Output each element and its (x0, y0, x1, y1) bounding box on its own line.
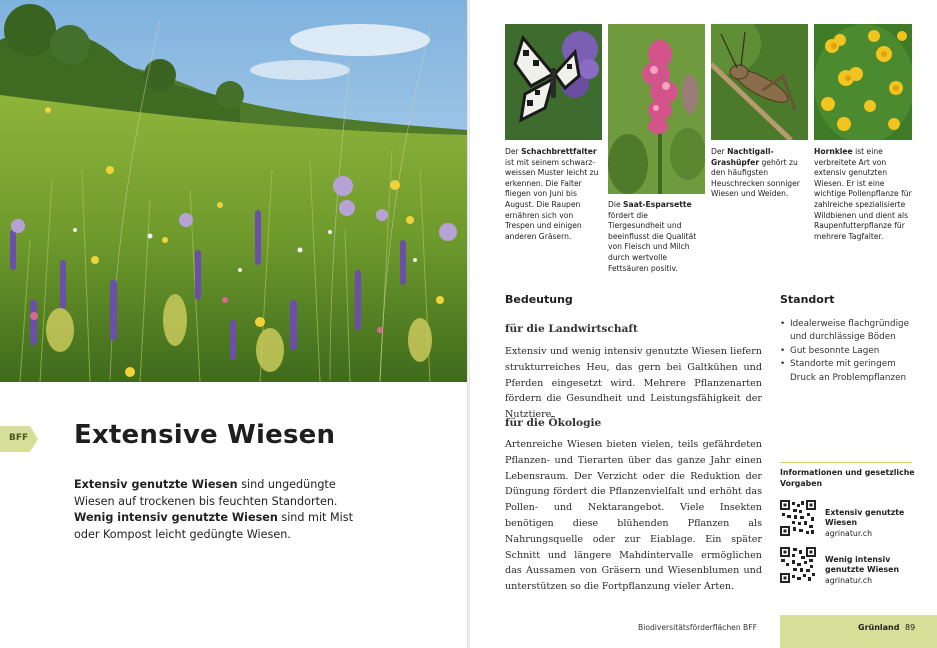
species-name-hornklee: Hornklee (814, 147, 853, 156)
qr-title: Wenig intensiv genutzte Wiesen (825, 555, 900, 575)
section-tab-label: BFF (9, 433, 29, 443)
esparsette-photo (608, 24, 705, 194)
standort-item: • Standorte mit geringem Druck an Problempflanzen (780, 358, 920, 385)
caption-text: ist mit seinem schwarz-weissen Muster leicht zu erkennen. Die Falter fliegen von Juni bis August. Die Raupen ernähren sich von Trespen und einigen anderen Gräsern. (505, 157, 599, 241)
qr-code-extensiv[interactable] (780, 500, 816, 536)
subheading-oekologie: für die Ökologie (505, 417, 602, 429)
intro-term-extensiv: Extensiv genutzte Wiesen (74, 478, 238, 491)
qr-label-wenig-intensiv[interactable] (825, 555, 925, 586)
info-title: Informationen und gesetzliche Vorgaben (780, 468, 915, 488)
hornklee-photo (814, 24, 912, 140)
caption-prefix: Die (608, 200, 624, 209)
heading-bedeutung: Bedeutung (505, 293, 573, 306)
subheading-landwirtschaft: für die Landwirtschaft (505, 323, 638, 335)
intro-text-extensiv: sind ungedüngte Wiesen auf trockenen bis feuchten Standorten. (74, 478, 338, 508)
qr-label-extensiv[interactable] (825, 508, 925, 539)
page-title: Extensive Wiesen (74, 420, 336, 450)
footer-section-name: Grünland (858, 623, 900, 632)
species-name-schachbrettfalter: Schachbrettfalter (521, 147, 597, 156)
text-landwirtschaft: Extensiv und wenig intensiv genutzte Wiesen liefern strukturreiches Heu, das gern bei Galtkühen und Pferden eingesetzt wird. Mehrere Pflanzenarten fördern die Gesundheit und Leistungsfähigkeit der Nutztiere. (505, 346, 762, 421)
grasshopper-photo (711, 24, 808, 140)
text-oekologie: Artenreiche Wiesen bieten vielen, teils gefährdeten Pflanzen- und Tierarten über das ganze Jahr einen Lebensraum. Der Verzicht oder die Reduktion der Düngung fördert die Pflanzenvielfalt und erhöht das Pollen- und Nektarangebot. Viele Insekten benötigen diese blühenden Pflanzen als Nahrungsquelle oder zur Eiablage. Ein später Schnitt und längere Mahdintervalle ermöglichen das Aussamen von Gräsern und Wiesenblumen und unterstützen so die Fortpflanzung vieler Arten. (505, 439, 762, 593)
meadow-photo (0, 0, 468, 382)
caption-prefix: Der (505, 147, 522, 156)
butterfly-photo (505, 24, 602, 140)
section-tab-marker (0, 426, 38, 452)
page-number: 89 (905, 623, 916, 632)
caption-prefix: Der (711, 147, 728, 156)
species-name-nachtigall-grashuepfer: Nachtigall-Grashüpfer (711, 147, 774, 167)
caption-nachtigall-grashuepfer (711, 147, 808, 200)
caption-schachbrettfalter (505, 147, 602, 242)
info-divider (780, 462, 912, 463)
intro-paragraph (74, 477, 374, 543)
qr-url: agrinatur.ch (825, 528, 873, 538)
caption-text: fördert die Tiergesundheit und beeinflusst die Qualität von Fleisch und Milch durch wertvolle Fettsäuren positiv. (608, 210, 697, 273)
standort-list (780, 318, 920, 385)
standort-item: • Gut besonnte Lagen (780, 345, 920, 358)
intro-term-wenig-intensiv: Wenig intensiv genutzte Wiesen (74, 511, 278, 524)
caption-text: ist eine verbreitete Art von extensiv genutzten Wiesen. Er ist eine wichtige Pollenpflanze für zahlreiche spezialisierte Wildbienen und dient als Raupenfutterpflanze für mehrere Tagfalter. (814, 147, 912, 241)
caption-text: gehört zu den häufigsten Heuschrecken sonniger Wiesen und Weiden. (711, 157, 800, 199)
qr-code-wenig-intensiv[interactable] (780, 547, 816, 583)
footer-section-bar (780, 615, 937, 648)
standort-item: • Idealerweise flachgründige und durchlässige Böden (780, 318, 920, 345)
intro-text-wenig-intensiv: sind mit Mist oder Kompost leicht gedüngte Wiesen. (74, 511, 353, 541)
caption-saat-esparsette (608, 200, 705, 274)
heading-standort: Standort (780, 293, 835, 306)
left-page (0, 0, 468, 648)
right-page (470, 0, 937, 648)
species-name-saat-esparsette: Saat-Esparsette (623, 200, 692, 209)
qr-title: Extensiv genutzte Wiesen (825, 508, 905, 528)
qr-url: agrinatur.ch (825, 575, 873, 585)
footer-publication-title: Biodiversitätsförderflächen BFF (638, 623, 758, 632)
caption-hornklee (814, 147, 914, 242)
